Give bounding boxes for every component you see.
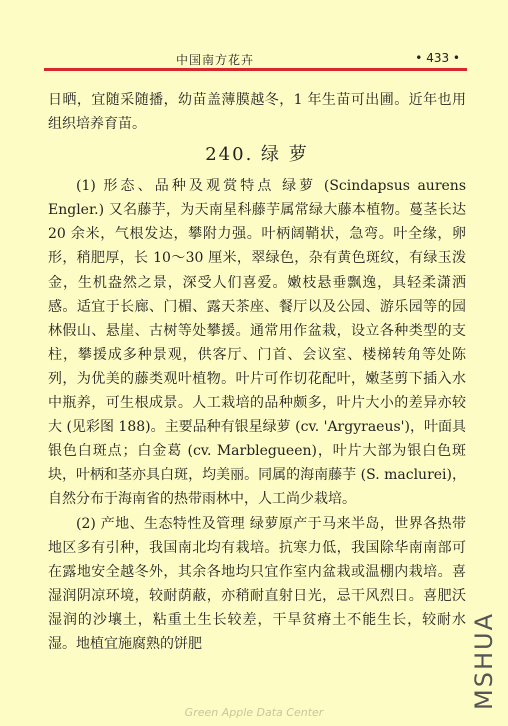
running-header <box>44 51 464 67</box>
page-number: • 433 • <box>415 51 460 65</box>
paragraph-morphology: (1) 形态、品种及观赏特点 绿萝 (Scindapsus aurens Engler.) 又名藤芋，为天南星科藤芋属常绿大藤本植物。蔓茎长达 20 余米，气根发达，攀附力强。叶柄阔鞘状，急弯。叶全缘，卵形，稍肥厚，长 10～30 厘米，翠绿色，杂有黄色斑纹，有绿玉泼金，生机盎然之景，深受人们喜爱。嫩枝悬垂飘逸，具轻柔潇洒感。适宜于长廊、门楣、露天茶座、餐厅以及公园、游乐园等的园林假山、悬崖、古树等处攀援。通常用作盆栽，设立各种类型的支柱，攀援成多种景观，供客厅、门首、会议室、楼梯转角等处陈列，为优美的藤类观叶植物。叶片可作切花配叶，嫩茎剪下插入水中瓶养，可生根成景。人工栽培的品种颇多，叶片大小的差异亦较大 (见彩图 188)。主要品种有银星绿萝 (cv. 'Argyraeus')，叶面具银色白斑点；白金葛 (cv. Marblegueen)，叶片大部为银白色斑块，叶柄和茎亦具白斑，均美丽。同属的海南藤芋 (S. maclurei)，自然分布于海南省的热带雨林中，人工尚少栽培。 <box>48 178 466 508</box>
section-heading: 240. 绿 萝 <box>205 144 309 166</box>
running-title: 中国南方花卉 <box>176 53 255 67</box>
side-watermark: MSHUA <box>470 612 498 710</box>
page-body <box>48 88 466 656</box>
header-rule <box>44 68 467 71</box>
paragraph-ecology: (2) 产地、生态特性及管理 绿萝原产于马来半岛，世界各热带地区多有引种，我国南北均有栽培。抗寒力低，我国除华南南部可在露地安全越冬外，其余各地均只宜作室内盆栽或温棚内栽培。喜湿润阴凉环境，较耐荫蔽，亦稍耐直射日光，忌干风烈日。喜肥沃湿润的沙壤土，粘重土生长较差，干旱贫瘠土不能生长，较耐水湿。地植宜施腐熟的饼肥 <box>48 515 466 652</box>
bottom-watermark: Green Apple Data Center <box>184 706 324 719</box>
paragraph-continued: 日晒，宜随采随播，幼苗盖薄膜越冬，1 年生苗可出圃。近年也用组织培养育苗。 <box>48 92 466 133</box>
